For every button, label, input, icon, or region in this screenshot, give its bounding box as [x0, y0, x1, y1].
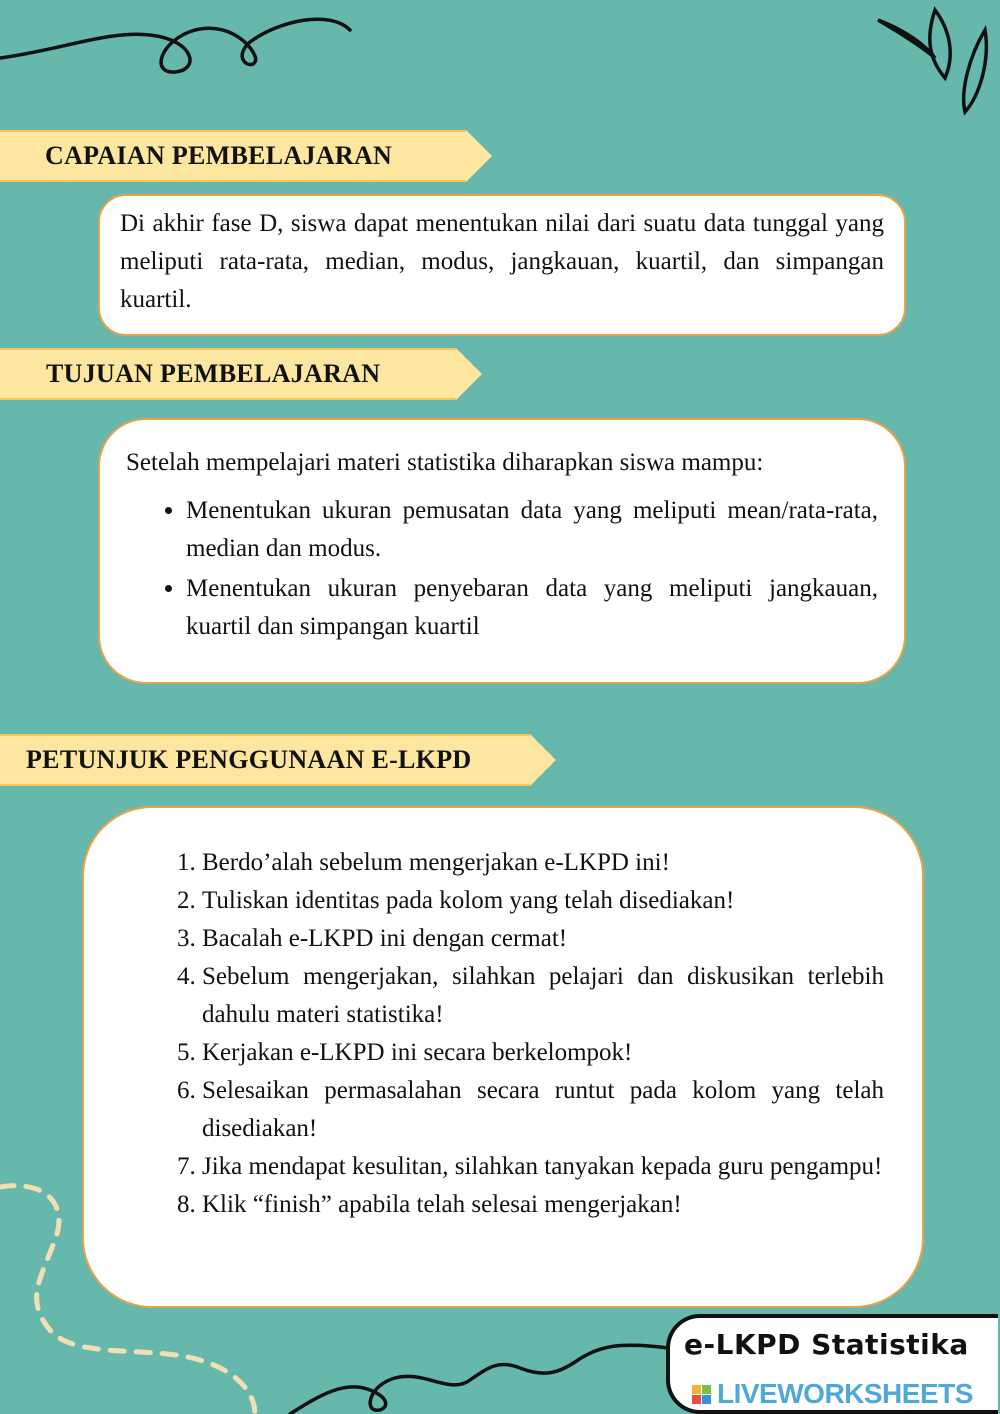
- leaf-line-3: [964, 30, 987, 112]
- list-item: 5. Kerjakan e-LKPD ini secara berkelompok!: [202, 1034, 884, 1072]
- squiggle-bottom: [290, 1345, 668, 1414]
- list-item: • Menentukan ukuran pemusatan data yang meliputi mean/rata-rata, median dan modus.: [186, 492, 878, 568]
- tujuan-card: [98, 418, 906, 684]
- capaian-title: CAPAIAN PEMBELAJARAN: [45, 141, 393, 170]
- list-item: • Menentukan ukuran penyebaran data yang meliputi jangkauan, kuartil dan simpangan kuartil: [186, 570, 878, 646]
- list-item: 7. Jika mendapat kesulitan, silahkan tanyakan kepada guru pengampu!: [202, 1148, 884, 1186]
- petunjuk-card: [82, 806, 924, 1308]
- banner-arrow: [530, 734, 556, 786]
- tujuan-title: TUJUAN PEMBELAJARAN: [46, 359, 381, 388]
- list-item: 4. Sebelum mengerjakan, silahkan pelajari dan diskusikan terlebih dahulu materi statistika!: [202, 958, 884, 1034]
- tujuan-list: [126, 492, 878, 646]
- tujuan-intro: Setelah mempelajari materi statistika diharapkan siswa mampu:: [126, 449, 764, 476]
- capaian-card: [98, 194, 906, 336]
- liveworksheets-watermark[interactable]: [692, 1378, 973, 1410]
- banner-arrow: [456, 348, 482, 400]
- leaf-line-2: [930, 10, 950, 78]
- brand-title: e-LKPD Statistika: [684, 1328, 969, 1361]
- petunjuk-title: PETUNJUK PENGGUNAAN E-LKPD: [26, 745, 472, 774]
- squiggle-top-left: [0, 19, 350, 72]
- list-item: 8. Klik “finish” apabila telah selesai mengerjakan!: [202, 1186, 884, 1224]
- list-item: 1. Berdo’alah sebelum mengerjakan e-LKPD ini!: [202, 844, 884, 882]
- tujuan-banner: [0, 348, 456, 400]
- capaian-text: Di akhir fase D, siswa dapat menentukan nilai dari suatu data tunggal yang meliputi rata-rata, median, modus, jangkauan, kuartil, dan simpangan kuartil.: [120, 210, 884, 313]
- list-item: 6. Selesaikan permasalahan secara runtut pada kolom yang telah disediakan!: [202, 1072, 884, 1148]
- list-item: 3. Bacalah e-LKPD ini dengan cermat!: [202, 920, 884, 958]
- banner-arrow: [466, 130, 492, 182]
- watermark-text: LIVEWORKSHEETS: [717, 1378, 973, 1409]
- brand-badge: [666, 1314, 998, 1414]
- leaf-line-1: [878, 20, 935, 58]
- capaian-banner: [0, 130, 466, 182]
- petunjuk-steps: [140, 844, 884, 1224]
- liveworksheets-logo-icon: [692, 1385, 711, 1404]
- list-item: 2. Tuliskan identitas pada kolom yang telah disediakan!: [202, 882, 884, 920]
- petunjuk-banner: [0, 734, 530, 786]
